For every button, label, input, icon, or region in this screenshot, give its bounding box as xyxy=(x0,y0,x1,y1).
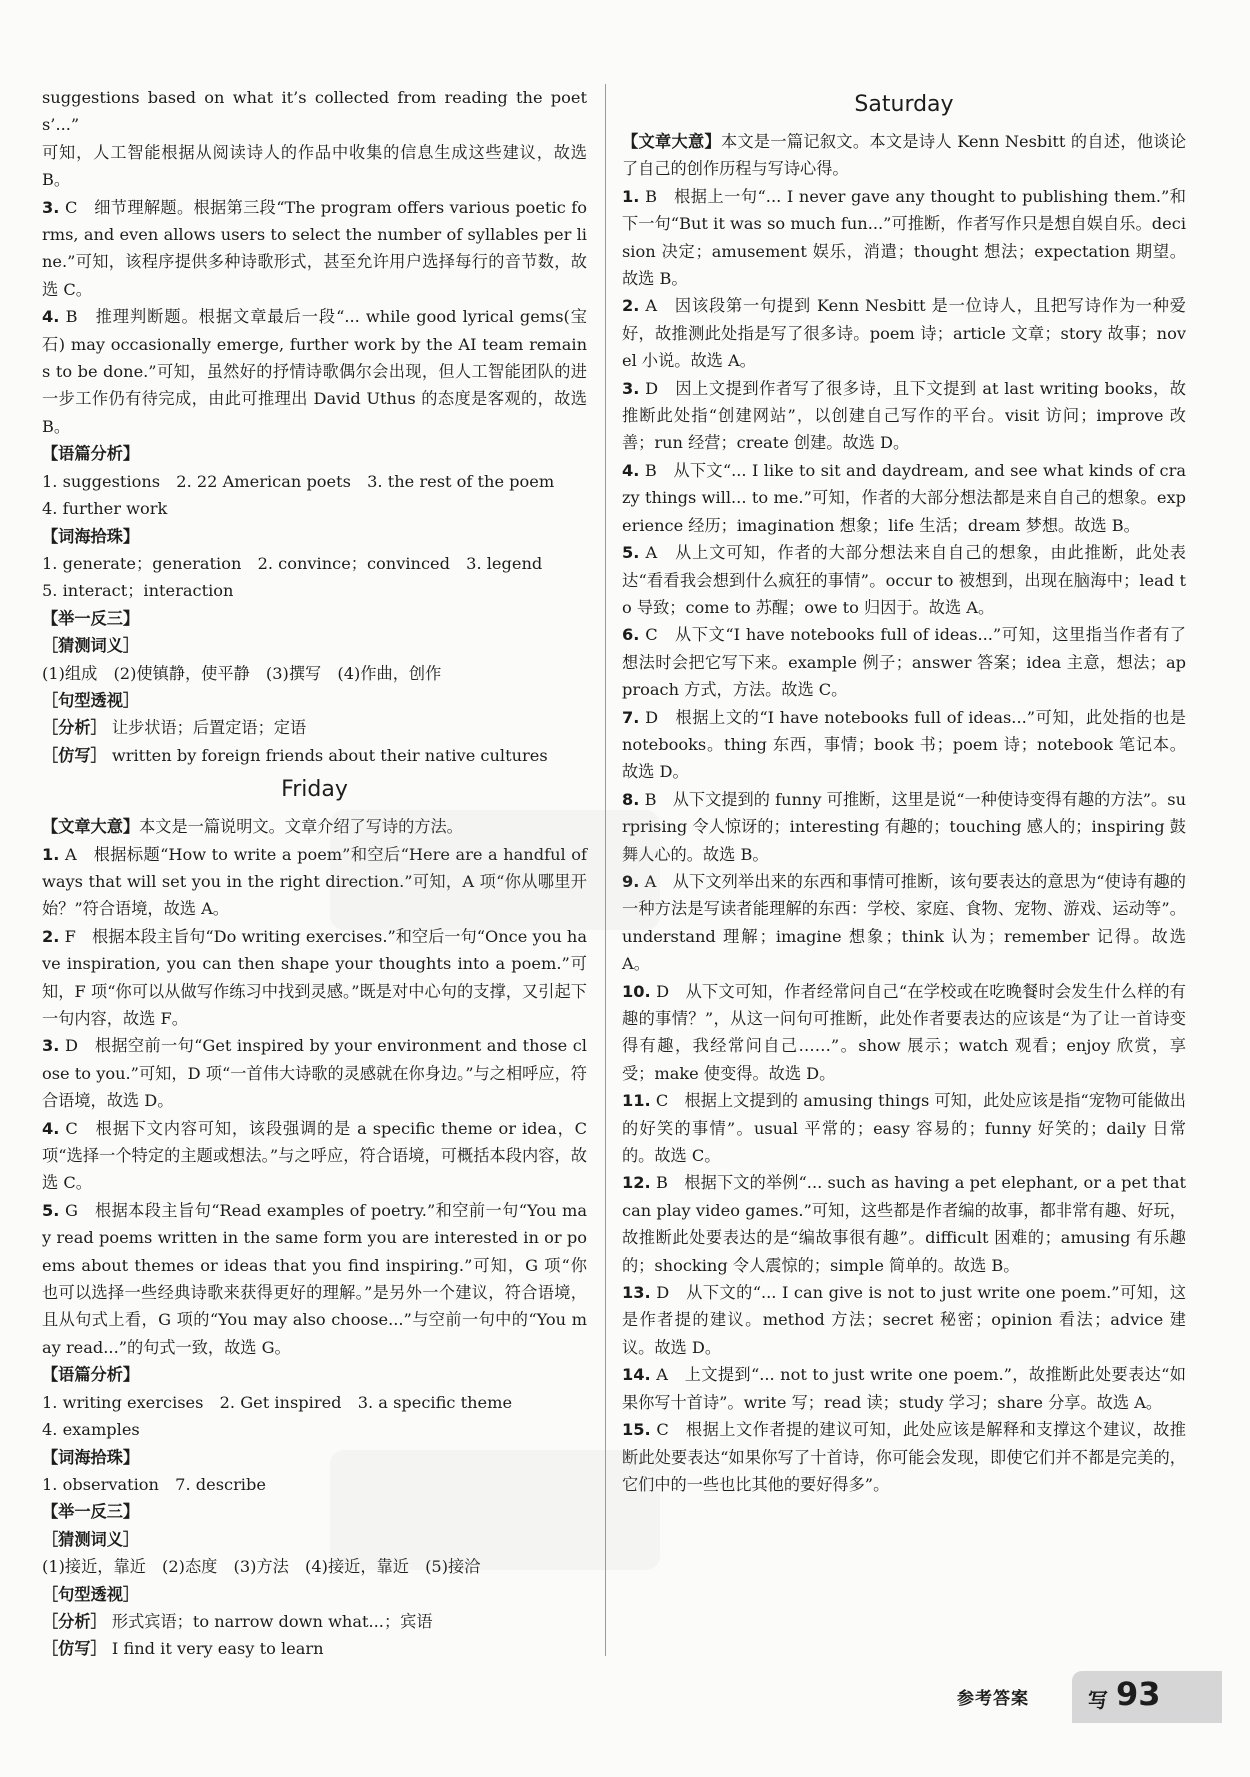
answer-text: C 根据上文作者提的建议可知，此处应该是解释和支撑这个建议，故推断此处要表达“如果你写了十首诗，你可能会发现，即使它们并不都是完美的，它们中的一些也比其他的要好得多”。 xyxy=(622,1420,1186,1494)
answer-item xyxy=(42,194,587,304)
section-label-yupian: 【语篇分析】 xyxy=(42,1365,140,1385)
fangxie-label: ［仿写］ xyxy=(42,1639,107,1659)
answer-item xyxy=(42,923,587,1033)
cihai-line: 1. generate；generation 2. convince；convinced 3. legend xyxy=(42,553,543,573)
answer-number: 11. xyxy=(622,1091,651,1111)
fangxie-line xyxy=(42,742,587,769)
answer-number: 3. xyxy=(42,1036,60,1056)
section-label-yupian: 【语篇分析】 xyxy=(42,444,140,464)
answer-number: 1. xyxy=(622,186,640,206)
subsection-label-caice: ［猜测词义］ xyxy=(42,636,140,656)
answer-text: A 因该段第一句提到 Kenn Nesbitt 是一位诗人，且把写诗作为一种爱好，故推测此处指是写了很多诗。poem 诗；article 文章；story 故事；novel 小说。故选 A。 xyxy=(622,296,1186,371)
answer-text: B 根据上一句“... I never gave any thought to publishing them.”和下一句“But it was so much fun...”可推断，作者写作只是想自娱自乐。decision 决定；amusement 娱乐，消遣；thought 想法；expectation 期望。故选 B。 xyxy=(622,186,1186,289)
answer-text: B 从下文“... I like to sit and daydream, and see what kinds of crazy things will... to me.”可知，作者的大部分想法都是来自自己的想象。experience 经历；imagination 想象；life 生活；dream 梦想。故选 B。 xyxy=(622,460,1186,535)
answer-item xyxy=(622,375,1186,457)
fangxie-label: ［仿写］ xyxy=(42,745,107,765)
answer-number: 3. xyxy=(622,378,640,398)
dayi-label: 【文章大意】 xyxy=(622,132,721,151)
dayi-label: 【文章大意】 xyxy=(42,817,140,837)
section-heading-saturday: Saturday xyxy=(854,92,954,117)
fangxie-line xyxy=(42,1635,587,1662)
answer-number: 5. xyxy=(622,543,640,563)
answer-item xyxy=(42,1032,587,1114)
yupian-line: 1. suggestions 2. 22 American poets 3. the rest of the poem xyxy=(42,471,555,491)
section-label-cihai: 【词海拾珠】 xyxy=(42,1447,140,1467)
answer-number: 7. xyxy=(622,707,640,727)
cihai-line: 5. interact；interaction xyxy=(42,581,234,601)
answer-item xyxy=(622,539,1186,621)
answer-item xyxy=(622,1279,1186,1361)
footer-label: 参考答案 xyxy=(957,1689,1029,1709)
answer-text: B 根据下文的举例“... such as having a pet elephant, or a pet that can play video games.”可知，这些都是作者编的故事，都非常有趣、好玩，故推断此处要表达的是“编故事很有趣”。difficult 困难的；amusing 有乐趣的；shocking 令人震惊的；simple 简单的。故选 B。 xyxy=(622,1173,1186,1275)
fenxi-label: ［分析］ xyxy=(42,718,107,738)
answer-text: F 根据本段主旨句“Do writing exercises.”和空后一句“Once you have inspiration, you can then shape your thoughts into a poem.”可知，F 项“你可以从做写作练习中找到灵感。”既是对中心句的支撑，又引起下一句内容，故选 F。 xyxy=(42,926,587,1028)
answer-item xyxy=(622,1361,1186,1416)
watermark-stamp xyxy=(330,810,660,930)
page-number: 93 xyxy=(1116,1675,1161,1713)
answer-text: D 从下文的“... I can give is not to just write one poem.”可知，这是作者提的建议。method 方法；secret 秘密；opinion 看法；advice 建议。故选 D。 xyxy=(622,1283,1186,1357)
answer-number: 1. xyxy=(42,844,60,864)
page-tab xyxy=(1072,1671,1222,1723)
cihai-line: 1. observation 7. describe xyxy=(42,1474,266,1494)
answer-number: 10. xyxy=(622,981,651,1001)
answer-item xyxy=(622,1087,1186,1169)
answer-number: 2. xyxy=(622,296,640,316)
subsection-label-caice: ［猜测词义］ xyxy=(42,1529,140,1549)
fenxi-label: ［分析］ xyxy=(42,1611,107,1631)
subsection-label-juxing: ［句型透视］ xyxy=(42,1584,140,1604)
right-column xyxy=(622,84,1186,1498)
section-label-cihai: 【词海拾珠】 xyxy=(42,526,140,546)
answer-text: D 因上文提到作者写了很多诗，且下文提到 at last writing books，故推断此处指“创建网站”，以创建自己写作的平台。visit 访问；improve 改善；run 经营；create 创建。故选 D。 xyxy=(622,378,1186,453)
answer-item xyxy=(622,292,1186,374)
yupian-line: 1. writing exercises 2. Get inspired 3. a specific theme xyxy=(42,1392,513,1412)
answer-number: 9. xyxy=(622,871,640,891)
section-label-juyi: 【举一反三】 xyxy=(42,1502,140,1522)
fenxi-line xyxy=(42,714,587,741)
answer-item xyxy=(42,1197,587,1361)
dayi-text: 本文是一篇记叙文。本文是诗人 Kenn Nesbitt 的自述，他谈论了自己的创作历程与写诗心得。 xyxy=(622,132,1187,179)
answer-item xyxy=(42,303,587,440)
answer-number: 4. xyxy=(622,460,640,480)
answer-item xyxy=(622,1416,1186,1498)
answer-item xyxy=(622,457,1186,539)
answer-number: 3. xyxy=(42,197,60,217)
answer-text: A 上文提到“... not to just write one poem.”，故推断此处要表达“如果你写十首诗”。write 写；read 读；study 学习；share 分享。故选 A。 xyxy=(622,1365,1186,1412)
answer-number: 4. xyxy=(42,1118,60,1138)
answer-text: C 根据上文提到的 amusing things 可知，此处应该是指“宠物可能做出的好笑的事情”。usual 平常的；easy 容易的；funny 好笑的；daily 日常的。故选 C。 xyxy=(622,1091,1186,1166)
answer-item xyxy=(622,1169,1186,1279)
page-tab-char: 写 xyxy=(1088,1688,1108,1712)
subsection-label-juxing: ［句型透视］ xyxy=(42,690,140,710)
section-label-juyi: 【举一反三】 xyxy=(42,608,140,628)
answer-text: A 从下文列举出来的东西和事情可推断，该句要表达的意思为“使诗有趣的一种方法是写读者能理解的东西：学校、家庭、食物、宠物、游戏、运动等”。understand 理解；imagine 想象；think 认为；remember 记得。故选 A。 xyxy=(622,871,1186,974)
answer-text: A 从上文可知，作者的大部分想法来自自己的想象，由此推断，此处表达“看看我会想到什么疯狂的事情”。occur to 被想到，出现在脑海中；lead to 导致；come to 苏醒；owe to 归因于。故选 A。 xyxy=(622,543,1186,617)
answer-number: 6. xyxy=(622,625,640,645)
intro-line: 可知，人工智能根据从阅读诗人的作品中收集的信息生成这些建议，故选 B。 xyxy=(42,142,587,190)
fenxi-line xyxy=(42,1608,587,1635)
fangxie-text: written by foreign friends about their native cultures xyxy=(111,745,548,765)
answer-item xyxy=(622,183,1186,293)
dayi-line xyxy=(622,128,1186,183)
answer-number: 13. xyxy=(622,1283,651,1303)
answer-item xyxy=(622,621,1186,703)
answer-text: B 从下文提到的 funny 可推断，这里是说“一种使诗变得有趣的方法”。surprising 令人惊讶的；interesting 有趣的；touching 感人的；inspiring 鼓舞人心的。故选 B。 xyxy=(622,789,1186,864)
answer-text: C 根据下文内容可知，该段强调的是 a specific theme or idea，C 项“选择一个特定的主题或想法。”与之呼应，符合语境，可概括本段内容，故选 C。 xyxy=(42,1118,587,1193)
answer-text: G 根据本段主旨句“Read examples of poetry.”和空前一句“You may read poems written in the same form you are interested in or poems about themes or ideas that you find inspiring.”可知，G 项“你也可以选择一些经典诗歌来获得更好的理解。”是另外一个建议，符合语境，且从句式上看，G 项的“You may also choose...”与空前一句中的“You may read...”的句式一致，故选 G。 xyxy=(42,1200,587,1357)
yupian-line: 4. further work xyxy=(42,499,168,519)
answer-text: D 从下文可知，作者经常问自己“在学校或在吃晚餐时会发生什么样的有趣的事情？”，从这一问句可推断，此处作者要表达的应该是“为了让一首诗变得有趣，我经常问自己……”。show 展示；watch 观看；enjoy 欣赏，享受；make 使变得。故选 D。 xyxy=(622,981,1186,1083)
fenxi-text: 让步状语；后置定语；定语 xyxy=(111,718,307,738)
answer-number: 15. xyxy=(622,1420,651,1440)
answer-text: B 推理判断题。根据文章最后一段“... while good lyrical gems(宝石) may occasionally emerge, further work by the AI team remains to be done.”可知，虽然好的抒情诗歌偶尔会出现，但人工智能团队的进一步工作仍有待完成，由此可推理出 David Uthus 的态度是客观的，故选 B。 xyxy=(42,307,587,436)
answer-number: 14. xyxy=(622,1365,651,1385)
answer-item xyxy=(622,978,1186,1088)
answer-text: A 根据标题“How to write a poem”和空后“Here are a handful of ways that will set you in the right direction.”可知，A 项“你从哪里开始？”符合语境，故选 A。 xyxy=(42,844,587,919)
caice-text: (1)组成 (2)使镇静，使平静 (3)撰写 (4)作曲，创作 xyxy=(42,663,442,683)
answer-text: C 细节理解题。根据第三段“The program offers various poetic forms, and even allows users to select the number of syllables per line.”可知，该程序提供多种诗歌形式，甚至允许用户选择每行的音节数，故选 C。 xyxy=(42,197,587,299)
intro-line: suggestions based on what it’s collected from reading the poets’...” xyxy=(42,88,587,135)
answer-text: D 根据上文的“I have notebooks full of ideas...”可知，此处指的也是 notebooks。thing 东西，事情；book 书；poem 诗；notebook 笔记本。故选 D。 xyxy=(622,707,1186,782)
answer-text: C 从下文“I have notebooks full of ideas...”可知，这里指当作者有了想法时会把它写下来。example 例子；answer 答案；idea 主意，想法；approach 方式，方法。故选 C。 xyxy=(622,625,1186,700)
section-heading-friday: Friday xyxy=(281,777,348,803)
answer-number: 4. xyxy=(42,307,60,327)
answer-text: D 根据空前一句“Get inspired by your environment and those close to you.”可知，D 项“一首伟大诗歌的灵感就在你身边。”与之相呼应，符合语境，故选 D。 xyxy=(42,1036,587,1111)
fenxi-text: 形式宾语；to narrow down what...；宾语 xyxy=(111,1611,433,1631)
answer-number: 2. xyxy=(42,926,60,946)
page-footer xyxy=(0,1671,1250,1731)
dayi-text: 本文是一篇说明文。文章介绍了写诗的方法。 xyxy=(139,817,463,837)
fangxie-text: I find it very easy to learn xyxy=(111,1639,324,1659)
watermark-stamp xyxy=(330,1450,660,1570)
answer-number: 12. xyxy=(622,1173,651,1193)
answer-item xyxy=(42,1115,587,1197)
caice-text: (1)接近，靠近 (2)态度 (3)方法 (4)接近，靠近 (5)接洽 xyxy=(42,1557,481,1577)
yupian-line: 4. examples xyxy=(42,1420,140,1440)
answer-number: 8. xyxy=(622,789,640,809)
answer-item xyxy=(622,786,1186,868)
answer-item xyxy=(622,868,1186,978)
answer-item xyxy=(622,704,1186,786)
answer-number: 5. xyxy=(42,1200,60,1220)
